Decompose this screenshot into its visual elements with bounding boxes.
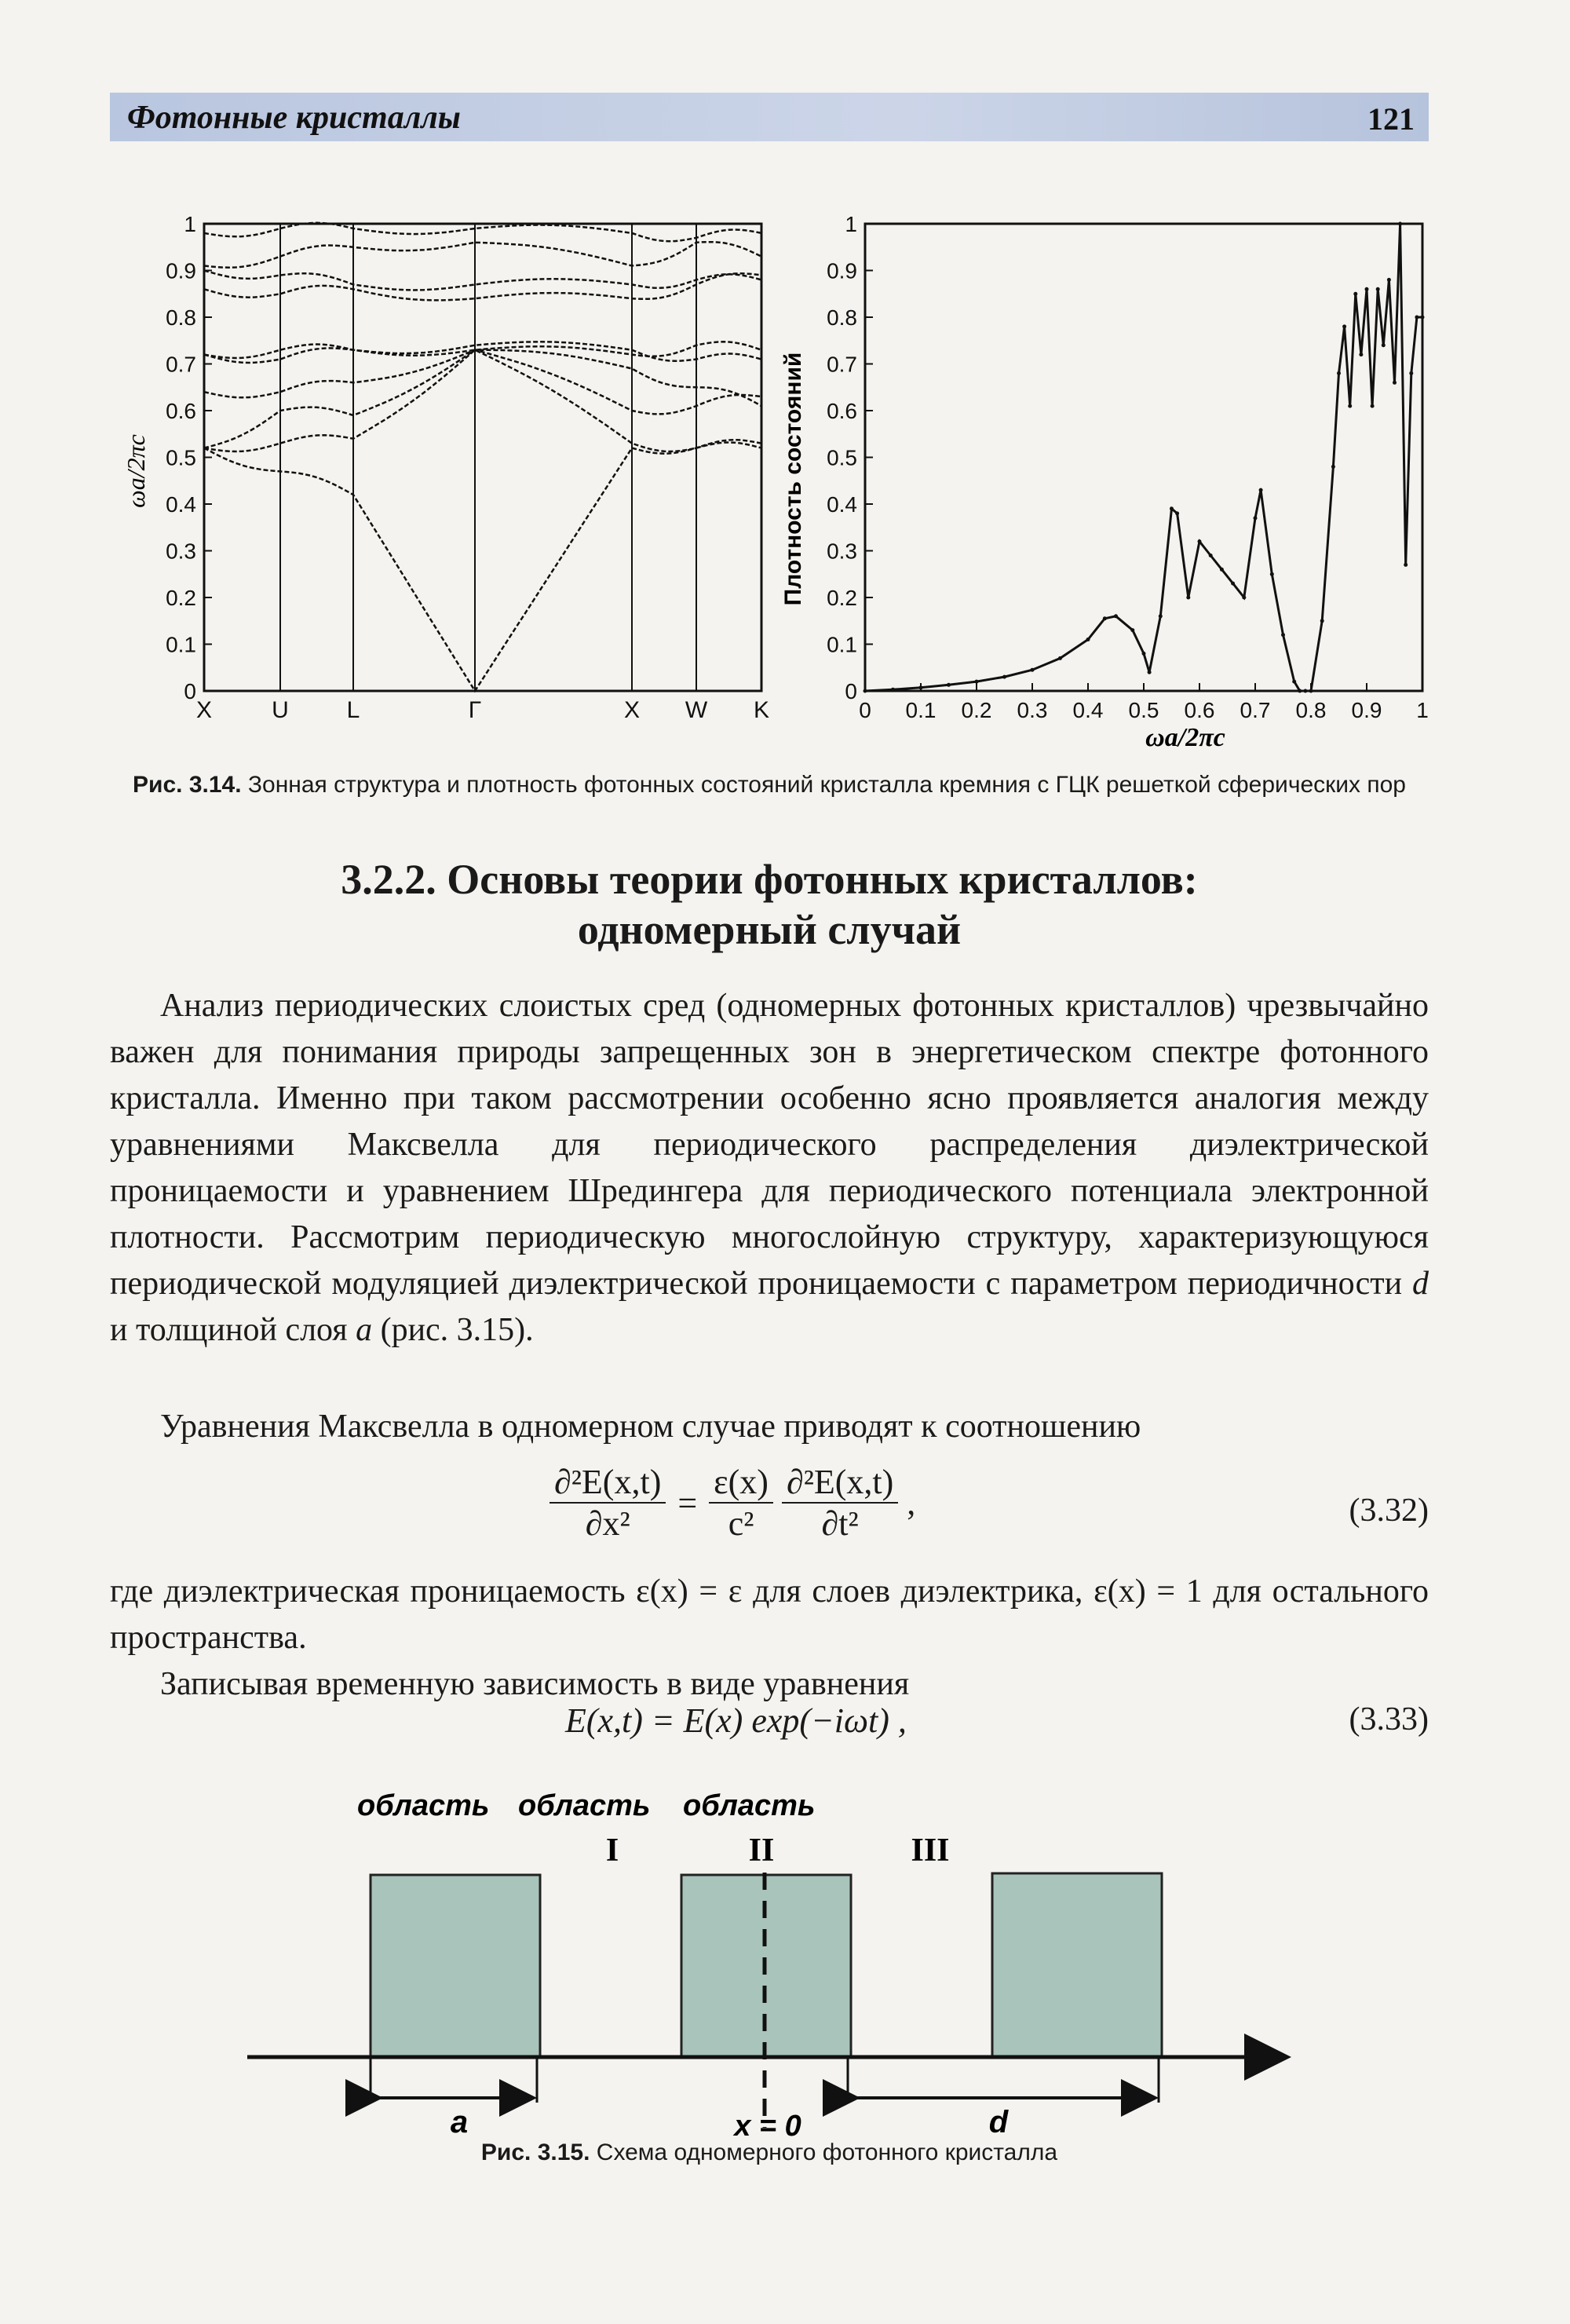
dos-x-tick-label: 0.5 [1128,698,1159,722]
dos-point [1186,596,1190,600]
dos-point [1220,568,1224,572]
paragraph-2: Уравнения Максвелла в одномерном случае приводят к соотношению [160,1409,1141,1445]
band-y-tick-label: 0.6 [166,399,196,423]
band-line [204,271,761,290]
dos-point [1086,638,1090,641]
dos-point [1002,675,1006,679]
dos-point [1393,381,1397,385]
dos-x-tick-label: 0.8 [1295,698,1327,722]
dos-chart [777,212,1437,777]
dos-y-tick-label: 0.4 [827,492,857,517]
label-x0: x = 0 [734,2110,801,2143]
dos-point [919,685,923,689]
region-word-3: область [683,1789,816,1822]
dos-point [1353,292,1357,296]
eq1-rhs-num: ∂²E(x,t) [782,1462,898,1504]
band-line [204,242,761,268]
dos-y-tick-label: 0.8 [827,305,857,330]
dos-point [1303,689,1307,693]
dos-point [1170,506,1174,510]
band-x-tick-label: Γ [468,697,482,723]
page-number: 121 [1367,101,1415,137]
dos-x-tick-label: 0.3 [1017,698,1048,722]
dos-y-tick-label: 0.2 [827,586,857,610]
dos-y-tick-label: 0.6 [827,399,857,423]
dos-point [1382,343,1386,347]
dos-point [1404,563,1408,567]
dos-y-tick-label: 0.9 [827,258,857,283]
figure-3-14-label: Рис. 3.14. [133,772,242,798]
dos-xlabel: ωa/2πc [1145,723,1225,752]
dos-point [1342,324,1346,328]
eq1-mid-den: c² [728,1504,754,1543]
band-line [204,350,761,448]
dos-point [975,680,979,684]
band-y-tick-label: 1 [184,212,196,236]
dos-point [864,689,867,693]
band-y-tick-label: 0 [184,679,196,703]
eq1-rhs-den: ∂t² [821,1504,859,1543]
eq1-lhs [550,1462,666,1544]
dos-x-tick-label: 0.1 [905,698,937,722]
dos-x-tick-label: 0.7 [1240,698,1271,722]
region-word-1: область [357,1789,490,1822]
figure-3-14-caption [110,769,1429,801]
equation-3-32 [110,1462,1429,1564]
dos-point [1103,616,1107,620]
region-label-1: I [605,1833,619,1869]
dos-x-tick-label: 0.6 [1184,698,1215,722]
dos-point [1298,689,1302,693]
eq2-text: E(x,t) = E(x) exp(−iωt) , [565,1701,907,1740]
band-y-tick-label: 0.2 [166,586,196,610]
region-label-3: III [911,1833,950,1869]
dos-point [1292,680,1296,684]
dos-point [1148,671,1152,674]
dos-point [1376,287,1380,291]
paragraph-1-text-a: Анализ периодических слоистых сред (одномерных фотонных кристаллов) чрезвычайно важен для понимания природы запрещенных зон в энергетическом спектре фотонного кристалла. Именно при таком рассмотрении особенно ясно проявляется аналогия между уравнениями Максвелла для периодического распределения диэлектрической проницаемости и уравнением Шредингера для периодического потенциала электронной плотности. Рассмотрим периодическую многослойную структуру, характеризующуюся периодической модуляцией диэлектрической проницаемости с параметром периодичности [110,988,1429,1302]
dos-point [891,688,895,692]
dos-point [1254,516,1258,520]
eq1-mid-num: ε(x) [709,1462,773,1504]
dos-point [1415,316,1418,320]
dos-point [1331,465,1335,469]
band-line [204,350,761,406]
dos-y-tick-label: 0.7 [827,352,857,377]
band-y-tick-label: 0.4 [166,492,196,517]
dos-point [1231,582,1235,586]
region-word-2: область [518,1789,651,1822]
dos-y-tick-label: 0 [845,679,857,703]
band-line [204,273,761,300]
label-a: a [450,2105,469,2139]
eq2-number: (3.33) [1349,1701,1429,1738]
var-a: a [356,1312,373,1348]
dos-line [865,224,1422,691]
band-ylabel: ωa/2πc [122,434,150,508]
dos-x-tick-label: 0 [859,698,871,722]
figure-3-15-text: Схема одномерного фотонного кристалла [596,2139,1058,2165]
eq1-lhs-den: ∂x² [585,1504,630,1543]
paragraph-4: Записывая временную зависимость в виде уравнения [160,1666,910,1702]
eq1-comma: , [907,1483,916,1522]
dos-point [1359,353,1363,356]
dos-x-tick-label: 1 [1416,698,1429,722]
dos-point [1270,572,1274,576]
paragraph-3: где диэлектрическая проницаемость ε(x) = ε для слоев диэлектрика, ε(x) = 1 для остального пространства. [110,1573,1429,1656]
band-line [204,223,761,242]
dos-point [1031,668,1035,672]
dos-point [1242,596,1246,600]
dos-y-tick-label: 0.3 [827,539,857,564]
band-x-tick-label: W [685,697,708,723]
band-x-tick-label: K [753,697,770,723]
dos-point [1409,371,1413,375]
dos-point [1175,511,1179,515]
paragraph-1-text-b: и толщиной слоя [110,1312,348,1348]
dos-ylabel: Плотность состояний [780,352,806,606]
dos-y-tick-label: 0.1 [827,632,857,657]
band-line [204,440,761,691]
dos-point [1159,614,1163,618]
dielectric-layer-3 [992,1873,1162,2057]
dielectric-layer-1 [371,1875,540,2057]
band-x-tick-label: X [623,697,641,723]
dos-point [1421,316,1425,320]
paragraph-1 [110,983,1429,1354]
photonic-crystal-scheme [110,1782,1429,2191]
dos-point [1209,554,1213,557]
eq1-equals: = [677,1483,698,1522]
band-y-tick-label: 0.1 [166,632,196,657]
eq1-number: (3.32) [1349,1493,1429,1529]
dos-y-tick-label: 0.5 [827,445,857,470]
band-structure-chart [118,212,777,730]
running-header [110,93,1429,141]
label-d: d [988,2105,1009,2139]
figure-3-14-text: Зонная структура и плотность фотонных состояний кристалла кремния с ГЦК решеткой сферических пор [247,772,1406,798]
var-d: d [1412,1266,1429,1302]
dos-point [1348,404,1352,408]
band-y-tick-label: 0.5 [166,445,196,470]
band-y-tick-label: 0.9 [166,258,196,283]
dos-point [1198,539,1202,543]
section-title-line2: одномерный случай [577,906,962,953]
figure-3-15-label: Рис. 3.15. [480,2139,590,2165]
dos-point [1387,278,1391,282]
region-label-2: II [748,1833,775,1869]
dos-point [1371,404,1375,408]
header-title: Фотонные кристаллы [127,100,461,136]
band-y-tick-label: 0.8 [166,305,196,330]
dos-frame [865,224,1422,691]
dos-point [1142,652,1146,656]
eq1-rhs [782,1462,898,1544]
eq1-mid [709,1462,773,1544]
dos-point [1337,371,1341,375]
dos-point [1398,222,1402,226]
dos-point [1259,488,1263,492]
equation-3-33 [110,1701,1429,1748]
dos-point [1365,287,1369,291]
band-x-tick-label: X [195,697,213,723]
dos-point [1114,614,1118,618]
dos-point [947,683,951,687]
band-y-tick-label: 0.3 [166,539,196,564]
section-heading [110,854,1429,955]
band-y-tick-label: 0.7 [166,352,196,377]
dos-point [1058,656,1062,660]
dos-point [1130,628,1134,632]
figure-3-15-caption [110,2137,1429,2169]
eq1-lhs-num: ∂²E(x,t) [550,1462,666,1504]
dos-x-tick-label: 0.2 [961,698,992,722]
dos-x-tick-label: 0.9 [1351,698,1382,722]
section-title-line1: 3.2.2. Основы теории фотонных кристаллов: [341,856,1198,903]
dos-point [1281,633,1285,637]
dos-y-tick-label: 1 [845,212,857,236]
band-line [204,350,761,451]
paragraph-1-text-c: (рис. 3.15). [380,1312,534,1348]
band-x-tick-label: U [272,697,289,723]
dos-point [1320,619,1324,623]
band-x-tick-label: L [346,697,360,723]
dos-x-tick-label: 0.4 [1072,698,1104,722]
dos-point [1309,689,1313,693]
